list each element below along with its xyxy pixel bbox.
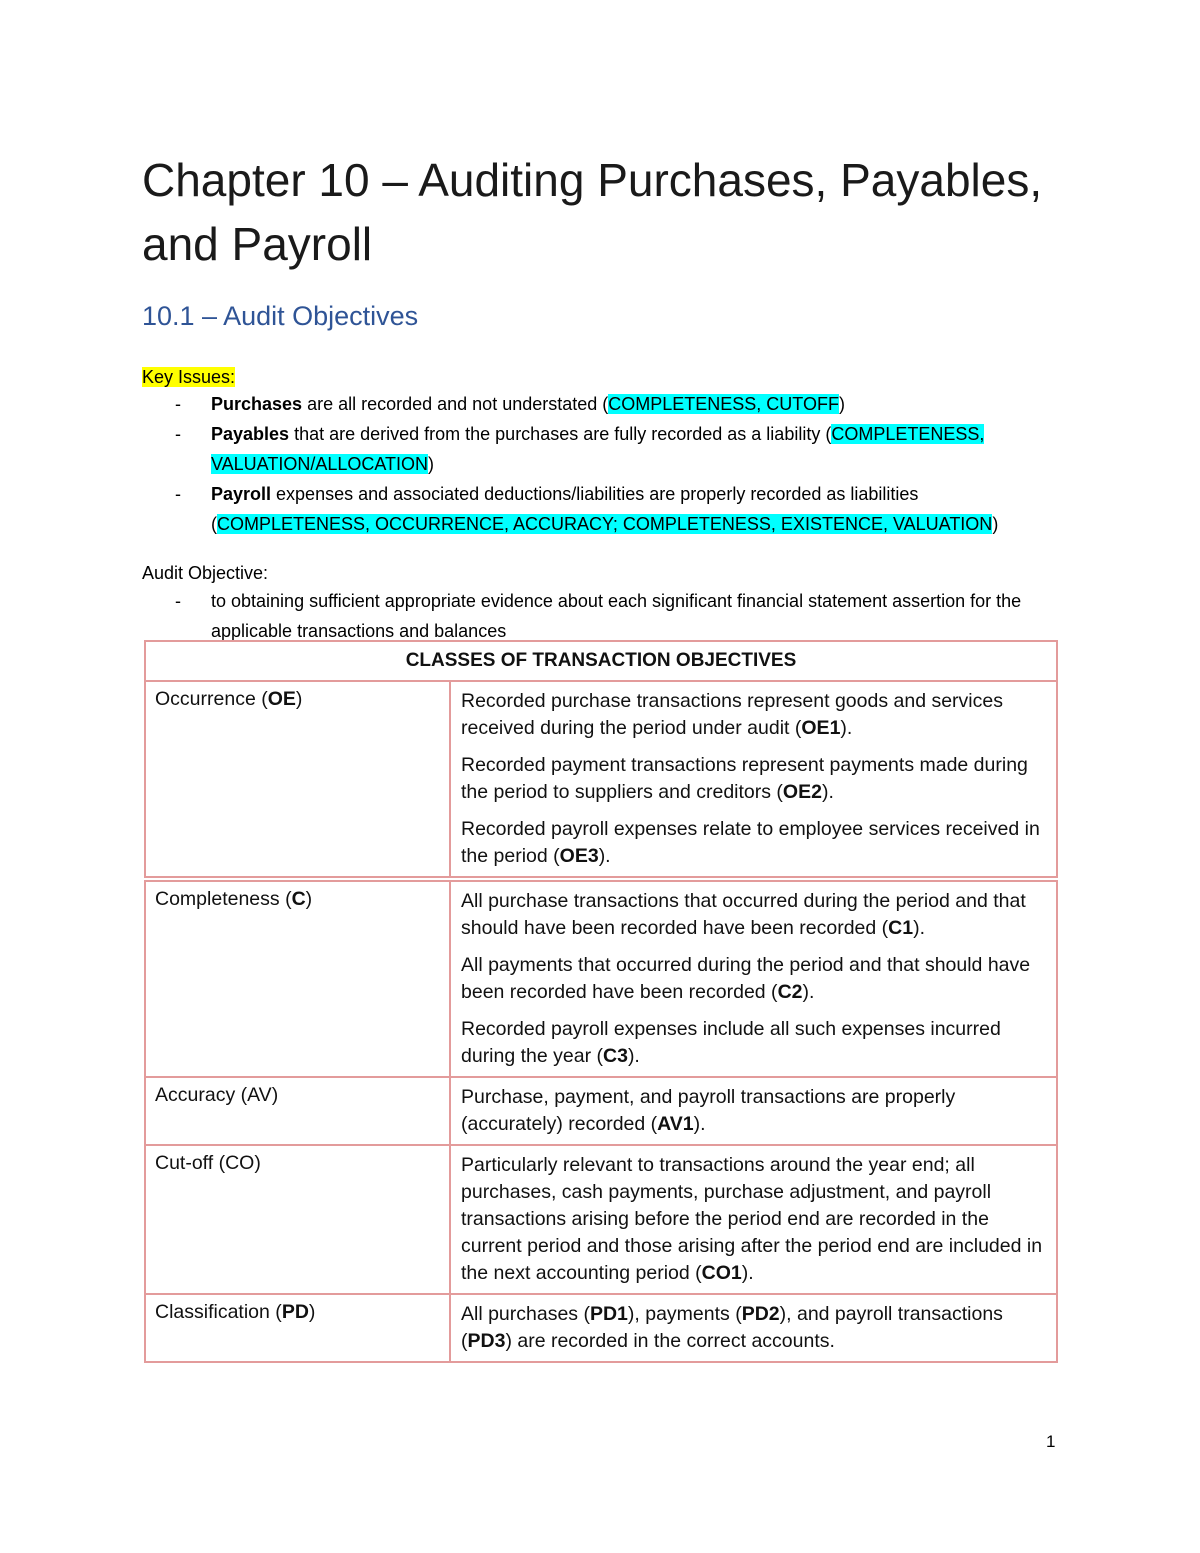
description-paragraph: All purchase transactions that occurred during the period and that should have been recorded have been recorded (C1). xyxy=(461,890,1026,939)
objective-description xyxy=(450,1145,1057,1294)
description-paragraph: Recorded payment transactions represent payments made during the period to suppliers and creditors (OE2). xyxy=(461,754,1028,803)
objective-category: Accuracy (AV) xyxy=(145,1077,450,1145)
item-close: ) xyxy=(992,514,999,534)
objective-description xyxy=(450,681,1057,877)
assertion-highlight: COMPLETENESS, VALUATION/ALLOCATION xyxy=(211,424,985,474)
page-title: Chapter 10 – Auditing Purchases, Payables, and Payroll xyxy=(142,154,1043,270)
page-number: 1 xyxy=(1046,1432,1056,1451)
item-close: ) xyxy=(838,394,845,414)
table-row xyxy=(145,681,1057,877)
objective-code: CO xyxy=(225,1152,255,1174)
objective-description xyxy=(450,1294,1057,1362)
list-item xyxy=(142,389,1072,419)
item-close: ) xyxy=(428,454,435,474)
objective-code: PD xyxy=(281,1301,309,1323)
item-text: expenses and associated deductions/liabilities are properly recorded as liabilities ( xyxy=(211,484,919,534)
dash-bullet: - xyxy=(175,484,181,504)
objective-category: Occurrence (OE) xyxy=(145,681,450,877)
description-paragraph: Recorded purchase transactions represent goods and services received during the period under audit (OE1). xyxy=(461,690,1003,739)
objectives-table xyxy=(144,640,1058,1363)
item-text: to obtaining sufficient appropriate evidence about each significant financial statement assertion for the applicable transactions and balances xyxy=(211,591,1022,641)
objective-description xyxy=(450,1077,1057,1145)
table-row xyxy=(145,881,1057,1077)
item-term: Payables xyxy=(211,424,290,444)
description-paragraph: Recorded payroll expenses relate to employee services received in the period (OE3). xyxy=(461,818,1040,867)
list-item xyxy=(142,586,1072,646)
assertion-highlight: COMPLETENESS, OCCURRENCE, ACCURACY; COMPLETENESS, EXISTENCE, VALUATION xyxy=(217,514,993,534)
section-heading: 10.1 – Audit Objectives xyxy=(142,301,419,331)
description-paragraph: Particularly relevant to transactions around the year end; all purchases, cash payments, purchase adjustment, and payroll transactions arising before the period end are recorded in the current period and those arising after the period end are included in the next accounting period (CO1). xyxy=(461,1154,1043,1284)
objective-category: Classification (PD) xyxy=(145,1294,450,1362)
description-paragraph: Purchase, payment, and payroll transactions are properly (accurately) recorded (AV1). xyxy=(461,1086,956,1135)
key-issues-list xyxy=(142,389,1072,539)
item-term: Purchases xyxy=(211,394,303,414)
table-header: CLASSES OF TRANSACTION OBJECTIVES xyxy=(145,641,1057,681)
table-row xyxy=(145,1294,1057,1362)
objective-code: OE xyxy=(267,688,296,710)
key-issues-label xyxy=(142,367,235,388)
item-term: Payroll xyxy=(211,484,272,504)
objective-description xyxy=(450,881,1057,1077)
key-issues-label-text: Key Issues: xyxy=(142,367,236,387)
table-row xyxy=(145,1077,1057,1145)
item-text: that are derived from the purchases are fully recorded as a liability ( xyxy=(289,424,832,444)
dash-bullet: - xyxy=(175,591,181,611)
audit-objective-label: Audit Objective: xyxy=(142,563,269,583)
objective-category: Cut-off (CO) xyxy=(145,1145,450,1294)
description-paragraph: All purchases (PD1), payments (PD2), and payroll transactions (PD3) are recorded in the correct accounts. xyxy=(461,1303,1003,1352)
list-item xyxy=(142,479,1072,539)
objective-category: Completeness (C) xyxy=(145,881,450,1077)
description-paragraph: Recorded payroll expenses include all such expenses incurred during the year (C3). xyxy=(461,1018,1001,1067)
table-header-row xyxy=(145,641,1057,681)
audit-objective-list xyxy=(142,586,1072,646)
objective-code: AV xyxy=(247,1084,272,1106)
table-row xyxy=(145,1145,1057,1294)
assertion-highlight: COMPLETENESS, CUTOFF xyxy=(608,394,839,414)
item-text: are all recorded and not understated ( xyxy=(302,394,609,414)
dash-bullet: - xyxy=(175,394,181,414)
description-paragraph: All payments that occurred during the period and that should have been recorded have been recorded (C2). xyxy=(461,954,1031,1003)
list-item xyxy=(142,419,1072,479)
objective-code: C xyxy=(291,888,306,910)
dash-bullet: - xyxy=(175,424,181,444)
